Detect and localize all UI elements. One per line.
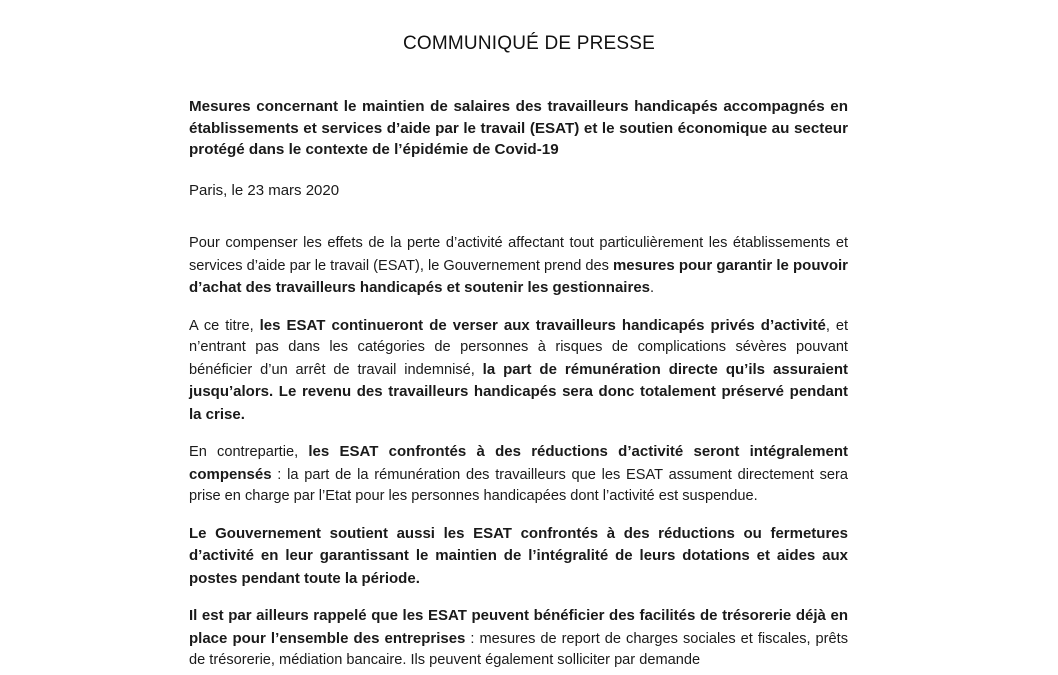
paragraph-5-bold: Il est par ailleurs rappelé que les ESAT peuvent bénéficier des facilités de trésorerie déjà en place pour l’ensemble des entreprises	[189, 607, 848, 647]
paragraph-5	[189, 605, 848, 672]
paragraph-3-bold: les ESAT confrontés à des réductions d’activité seront intégralement compensés	[189, 443, 848, 483]
document-body	[189, 96, 848, 672]
paragraph-2	[189, 315, 848, 427]
paragraph-5-text-c: : mesures de report de charges sociales et fiscales, prêts de trésorerie, médiation bancaire. Ils peuvent également solliciter par demande	[189, 630, 849, 668]
paragraph-1-text-a: Pour compenser les effets de la perte d’activité affectant tout particulièrement les établissements et services d’aide par le travail (ESAT), le Gouvernement prend des	[189, 235, 848, 274]
paragraph-3-text-c: : la part de la rémunération des travailleurs que les ESAT assument directement sera prise en charge par l’Etat pour les personnes handicapées dont l’activité est suspendue.	[189, 466, 848, 504]
dateline: Paris, le 23 mars 2020	[189, 181, 340, 199]
paragraph-2-text-c: , et n’entrant pas dans les catégories de personnes à risques de complications sévères pouvant bénéficier d’un arrêt de travail indemnisé,	[189, 317, 848, 378]
paragraph-4-bold: Le Gouvernement soutient aussi les ESAT confrontés à des réductions ou fermetures d’activité en leur garantissant le maintien de l’intégralité de leurs dotations et aides aux postes pendant toute la période.	[189, 524, 848, 587]
paragraph-1-text-c: .	[650, 280, 655, 296]
paragraph-2-bold-2: la part de rémunération directe qu’ils assuraient jusqu’alors. Le revenu des travailleurs handicapés sera donc totalement préservé pendant la crise.	[189, 360, 848, 423]
paragraph-3-text-a: En contrepartie,	[189, 444, 309, 460]
press-release-header: COMMUNIQUÉ DE PRESSE	[402, 33, 656, 54]
paragraph-4	[189, 523, 848, 591]
paragraph-2-bold-1: les ESAT continueront de verser aux travailleurs handicapés privés d’activité	[259, 316, 826, 334]
paragraph-2-text-a: A ce titre,	[189, 317, 260, 334]
paragraph-3	[189, 441, 848, 508]
paragraph-1-bold: mesures pour garantir le pouvoir d’achat des travailleurs handicapés et soutenir les gestionnaires	[189, 256, 849, 296]
paragraph-1	[189, 233, 848, 300]
document-subject: Mesures concernant le maintien de salaires des travailleurs handicapés accompagnés en établissements et services d’aide par le travail (ESAT) et le soutien économique au secteur protégé dans le contexte de l’épidémie de Covid-19	[189, 98, 848, 158]
